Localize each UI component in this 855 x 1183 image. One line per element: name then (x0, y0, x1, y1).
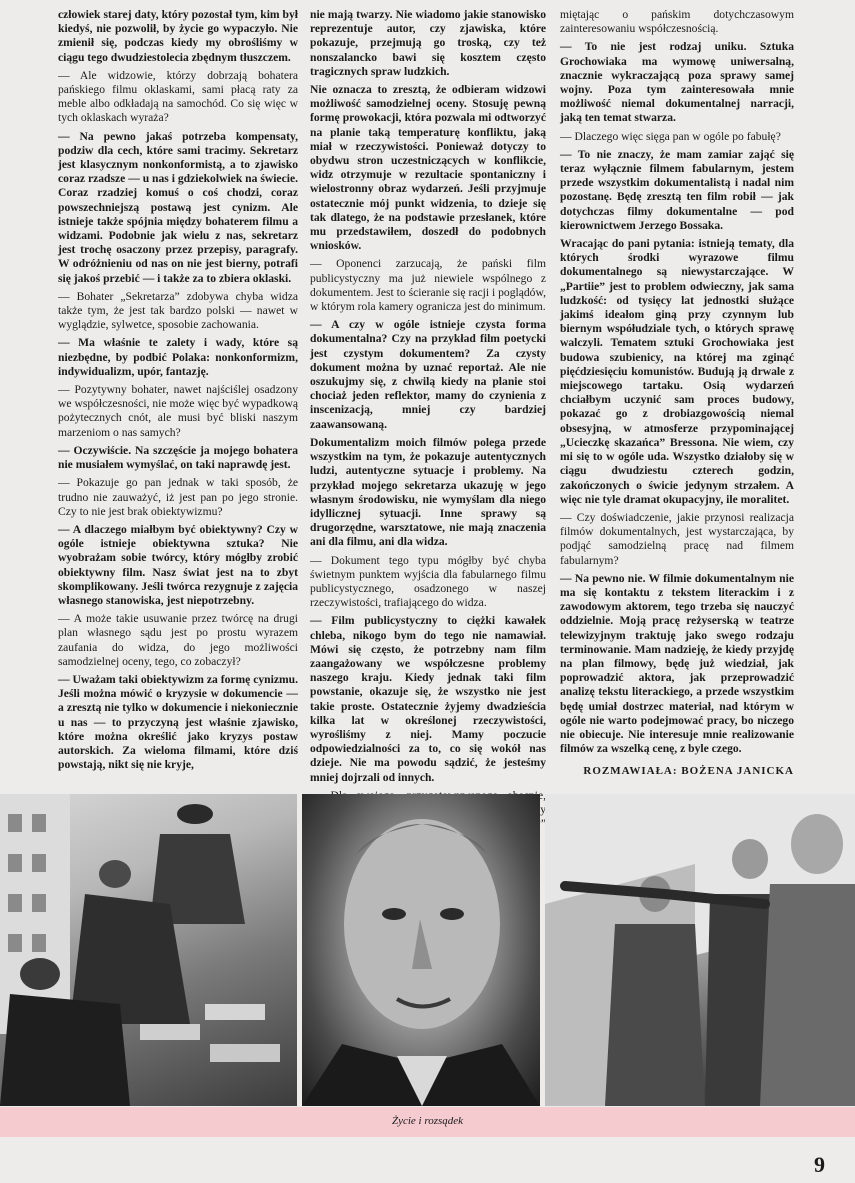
text-column-3 (560, 8, 794, 783)
photo-portrait-image (302, 794, 540, 1106)
col1-paragraph: — Ma właśnie te zalety i wady, które są niezbędne, by podbić Polaka: nonkonformizm, indywidualizm, upór, fantazję. (58, 336, 298, 378)
col3-paragraph: — To nie jest rodzaj uniku. Sztuka Grochowiaka ma wymowę uniwersalną, znacznie wykraczającą poza sprawy samej wojny. Poza tym zainteresowała mnie możliwość niemal dokumentalnej narracji, jaką ten temat stwarza. (560, 40, 794, 125)
col2-paragraph: Nie oznacza to zresztą, że odbieram widzowi możliwość samodzielnej oceny. Stosuję pewną formę prowokacji, która pozwala mi odtworzyć na planie taką temperaturę konfliktu, jaką miał w rzeczywistości. Ponieważ dotyczy to obydwu stron uczestniczących w konflikcie, widz otrzymuje w rezultacie spontaniczny i wielostronny obraz wydarzeń. Jeśli przyjmuje ostatecznie mój punkt widzenia, to dzieje się tak dlatego, że na podstawie przesłanek, które mu przedstawiłem, doszedł do podobnych wniosków. (310, 83, 546, 253)
page-number: 9 (814, 1152, 825, 1177)
col3-paragraph: — Na pewno nie. W filmie dokumentalnym nie ma się kontaktu z tekstem literackim i z zawodowym aktorem, tego trzeba się nauczyć oddzielnie. Moją pracę reżyserską w teatrze telewizyjnym traktuję jako swego rodzaju terminowanie. Mam nadzieję, że kiedy przyjdę na plan filmowy, będę już wiedział, jak poprowadzić aktora, jak przeprowadzić analizę tekstu literackiego, a przede wszystkim będę umiał dostrzec materiał, nad którym w ogóle nie warto podejmować pracy, bo niczego nie obiecuje. Nie interesuje mnie realizowanie filmów za wszelką cenę, z byle czego. (560, 571, 794, 756)
photo-men-pointing-image (545, 794, 855, 1106)
col1-paragraph: — A dlaczego miałbym być obiektywny? Czy w ogóle istnieje obiektywna sztuka? Nie wyobrażam sobie twórcy, który mógłby zrobić obiektywny film. Nasz świat jest na to zbyt skomplikowany. Jeśli twórca rezygnuje z zajęcia własnego stanowiska, jest niepotrzebny. (58, 522, 298, 607)
photo-workers-bricks-image (0, 794, 297, 1106)
col2-paragraph: — Oponenci zarzucają, że pański film publicystyczny ma już niewiele wspólnego z dokumentem. Jest to ścieranie się racji i poglądów, w którym rola kamery ogranicza jest do minimum. (310, 257, 546, 314)
col1-paragraph: człowiek starej daty, który pozostał tym, kim był kiedyś, nie pozwolił, by życie go wypaczyło. Nie zmienił się, podczas kiedy my obrośliśmy w ciągu tego dwudziestolecia zbędnym tłuszczem. (58, 8, 298, 64)
col1-paragraph: — Pokazuje go pan jednak w taki sposób, że trudno nie zauważyć, iż jest pan po jego stronie. Czy to nie jest brak obiektywizmu? (58, 476, 298, 518)
col2-paragraph: — Film publicystyczny to ciężki kawałek chleba, nikogo bym do tego nie namawiał. Mówi się często, że potrzebny nam film zaangażowany we współczesne problemy naszego kraju. Kiedy jednak taki film powstanie, okazuje się, że wszystko nie jest takie proste. Ostatecznie żyjemy dwadzieścia kilka lat w określonej rzeczywistości, wyrośliśmy z niej. Mamy poczucie odpowiedzialności za to, co się wokół nas dzieje. Nie ma powodu sądzić, że jesteśmy mniej dojrzali od innych. (310, 614, 546, 784)
col3-paragraph: Wracając do pani pytania: istnieją tematy, dla których środki wyrazowe filmu dokumentalnego są niewystarczające. W „Partiie” jest to problem odwieczny, jak sama ludzkość: od tysięcy lat jednostki służące jakimś ideałom giną przy czynnym lub biernym współudziale tych, o których sprawę walczyli. Tematem sztuki Grochowiaka jest budowa szubienicy, na której ma zginąć pięćdziesięciu komunistów. Budują ją drwale z miejscowego tartaku. Osią wydarzeń chciałbym uczynić sam proces budowy, pokazać go z drobiazgowością niemal obsesyjną, w atmosferze przypominającej „Ucieczkę skazańca” Bressona. Nie wiem, czy mi się to w ogóle uda. Wszystko działoby się w ciągu dwudziestu czterech godzin, zakończonych o świcie jedynym strzałem. A więc nie tyle dramat okupacyjny, ile moralitet. (560, 237, 794, 506)
col1-paragraph: — A może takie usuwanie przez twórcę na drugi plan własnego sądu jest po prostu wyrazem zaufania do widza, do jego możliwości samodzielnej oceny, tego, co zobaczył? (58, 612, 298, 668)
col1-paragraph: — Ale widzowie, którzy dobrzają bohatera pańskiego filmu oklaskami, sami płacą raty za meble albo odkładają na samochód. Co się więc w tych oklaskach wyraża? (58, 68, 298, 125)
col1-paragraph: — Bohater „Sekretarza” zdobywa chyba widza także tym, że jest tak bardzo polski — nawet w wyglądzie, sylwetce, sposobie zachowania. (58, 289, 298, 332)
interviewer-signature: ROZMAWIAŁA: BOŻENA JANICKA (583, 765, 794, 778)
text-column-3-body (560, 8, 794, 756)
col3-paragraph: — Czy doświadczenie, jakie przynosi realizacja filmów dokumentalnych, jest wystarczająca, by podjąć samodzielną pracę nad filmem fabularnym? (560, 510, 794, 567)
col2-paragraph: nie mają twarzy. Nie wiadomo jakie stanowisko reprezentuje autor, czy zjawiska, które pokazuje, przejmują go troską, czy też nonszalancko bawi się kosztem często tragicznych spraw ludzkich. (310, 8, 546, 78)
photo-portrait (302, 794, 540, 1106)
col3-paragraph: — Dlaczego więc sięga pan w ogóle po fabułę? (560, 129, 781, 143)
photo-workers-bricks (0, 794, 297, 1106)
col2-paragraph: Dokumentalizm moich filmów polega przede wszystkim na tym, że pokazuje autentycznych ludzi, autentyczne sytuacje i problemy. Na przykład mojego sekretarza ukazuję w jego własnym środowisku, nie wymyślam dla niego idyllicznej sytuacji. Inne sprawy są drugorzędne, warsztatowe, nie mają znaczenia ani dla filmu, ani dla widza. (310, 435, 546, 549)
col1-paragraph: — Pozytywny bohater, nawet najściślej osadzony we współczesności, nie może więc być wypadkową pożytecznych cnót, ale musi być bliski naszym marzeniom o nas samych? (58, 383, 298, 439)
col2-paragraph: — A czy w ogóle istnieje czysta forma dokumentalna? Czy na przykład film poetycki jest czystym dokumentem? Za czysty dokument można by uznać reportaż. Ale nie oszukujmy się, z chwilą kiedy na planie stoi chociaż jeden reflektor, mamy do czynienia z inscenizacją, mniej czy bardziej zaawansowaną. (310, 318, 546, 431)
photo-men-pointing (545, 794, 855, 1106)
col1-paragraph: — Uważam taki obiektywizm za formę cynizmu. Jeśli można mówić o kryzysie w dokumencie — a zresztą nie tylko w dokumencie i niekoniecznie u nas — to przyczyną jest właśnie zjawisko, które można określić jako kryzys postaw autorskich. Za wieloma filmami, które dziś powstają, nikt się nie kryje, (58, 672, 298, 772)
col3-paragraph: miętając o pańskim dotychczasowym zainteresowaniu współczesnością. (560, 8, 794, 36)
col1-paragraph: — Na pewno jakaś potrzeba kompensaty, podziw dla cech, które sami tracimy. Sekretarz jest klasycznym nonkonformistą, a to zjawisko coraz rzadsze — u nas i gdziekolwiek na świecie. Coraz rzadziej komuś o coś chodzi, coraz powszechniejszą postawą jest cynizm. Ale istnieje także spójnia między bohaterem filmu a widzami. Podobnie jak wielu z nas, sekretarz jest trochę osaczony przez przepisy, paragrafy. W odróżnieniu od nas on nie jest bierny, potrafi się jakoś przebić — i także za to zbiera oklaski. (58, 129, 298, 285)
text-column-2 (310, 8, 546, 850)
col2-paragraph: — Dokument tego typu mógłby być chyba świetnym punktem wyjścia dla fabularnego filmu publicystycznego, osadzonego w naszej rzeczywistości, trafiającego do widza. (310, 553, 546, 610)
col3-paragraph: — To nie znaczy, że mam zamiar zająć się teraz wyłącznie filmem fabularnym, jestem przede wszystkim dokumentalistą i nadal nim pozostanę. Będę zresztą ten film robił — jak dotychczas filmy dokumentalne — pod kierownictwem Jerzego Bossaka. (560, 147, 794, 232)
col1-paragraph: — Oczywiście. Na szczęście ja mojego bohatera nie musiałem wymyślać, on taki naprawdę jest. (58, 443, 298, 472)
photo-caption: Życie i rozsądek (391, 1115, 464, 1127)
text-column-1 (58, 8, 298, 776)
